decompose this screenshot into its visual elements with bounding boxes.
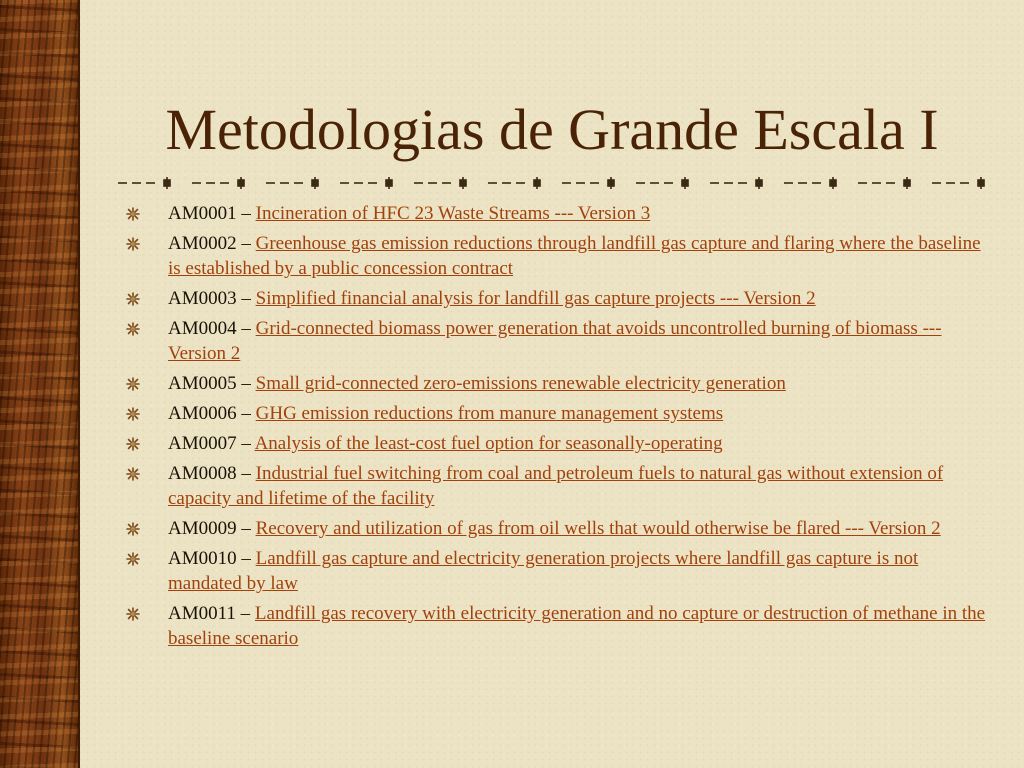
wood-border: [0, 0, 80, 768]
methodology-item: [126, 461, 986, 511]
methodology-item: [126, 286, 986, 311]
methodology-list: [126, 201, 986, 656]
asterisk-bullet-icon: [126, 207, 140, 221]
methodology-link[interactable]: Greenhouse gas emission reductions through landfill gas capture and flaring where the baseline is established by a public concession contract: [168, 233, 981, 279]
methodology-link[interactable]: Grid-connected biomass power generation that avoids uncontrolled burning of biomass --- Version 2: [168, 318, 942, 364]
methodology-link[interactable]: Simplified financial analysis for landfill gas capture projects --- Version 2: [255, 288, 816, 309]
methodology-link[interactable]: GHG emission reductions from manure management systems: [255, 403, 724, 424]
methodology-code: AM0006: [168, 403, 237, 424]
slide-title: Metodologias de Grande Escala I: [165, 97, 939, 162]
methodology-item: [126, 601, 986, 651]
asterisk-bullet-icon: [126, 522, 140, 536]
asterisk-bullet-icon: [126, 437, 140, 451]
methodology-item: [126, 316, 986, 366]
methodology-code: AM0007: [168, 433, 237, 454]
code-separator: –: [236, 518, 256, 539]
asterisk-bullet-icon: [126, 407, 140, 421]
methodology-link[interactable]: Landfill gas recovery with electricity generation and no capture or destruction of methane in the baseline scenario: [168, 603, 986, 649]
asterisk-bullet-icon: [126, 467, 140, 481]
methodology-link[interactable]: Small grid-connected zero-emissions renewable electricity generation: [255, 373, 786, 394]
asterisk-bullet-icon: [126, 322, 140, 336]
methodology-code: AM0009: [168, 518, 237, 539]
methodology-link[interactable]: Recovery and utilization of gas from oil wells that would otherwise be flared --- Version 2: [255, 518, 941, 539]
title-divider: [118, 176, 994, 190]
methodology-code: AM0010: [168, 548, 237, 569]
methodology-item: [126, 231, 986, 281]
methodology-link[interactable]: Industrial fuel switching from coal and petroleum fuels to natural gas without extension of capacity and lifetime of the facility: [168, 463, 944, 509]
methodology-code: AM0001: [168, 203, 237, 224]
code-separator: –: [235, 603, 255, 624]
code-separator: –: [236, 318, 256, 339]
methodology-item: [126, 401, 986, 426]
asterisk-bullet-icon: [126, 237, 140, 251]
methodology-item: [126, 546, 986, 596]
code-separator: –: [236, 203, 256, 224]
methodology-link[interactable]: Incineration of HFC 23 Waste Streams --- Version 3: [255, 203, 651, 224]
code-separator: –: [236, 463, 256, 484]
code-separator: –: [236, 233, 256, 254]
code-separator: –: [236, 403, 256, 424]
methodology-link[interactable]: Analysis of the least-cost fuel option for seasonally-operating: [254, 433, 723, 454]
methodology-code: AM0008: [168, 463, 237, 484]
code-separator: –: [236, 373, 256, 394]
asterisk-bullet-icon: [126, 607, 140, 621]
code-separator: –: [236, 288, 256, 309]
methodology-item: [126, 201, 986, 226]
methodology-item: [126, 431, 986, 456]
asterisk-bullet-icon: [126, 292, 140, 306]
methodology-code: AM0003: [168, 288, 237, 309]
methodology-link[interactable]: Landfill gas capture and electricity generation projects where landfill gas capture is not mandated by law: [168, 548, 919, 594]
asterisk-bullet-icon: [126, 377, 140, 391]
methodology-code: AM0004: [168, 318, 237, 339]
methodology-code: AM0002: [168, 233, 237, 254]
asterisk-bullet-icon: [126, 552, 140, 566]
methodology-code: AM0011: [168, 603, 236, 624]
code-separator: –: [236, 548, 256, 569]
methodology-code: AM0005: [168, 373, 237, 394]
methodology-item: [126, 371, 986, 396]
code-separator: –: [236, 433, 255, 454]
methodology-item: [126, 516, 986, 541]
